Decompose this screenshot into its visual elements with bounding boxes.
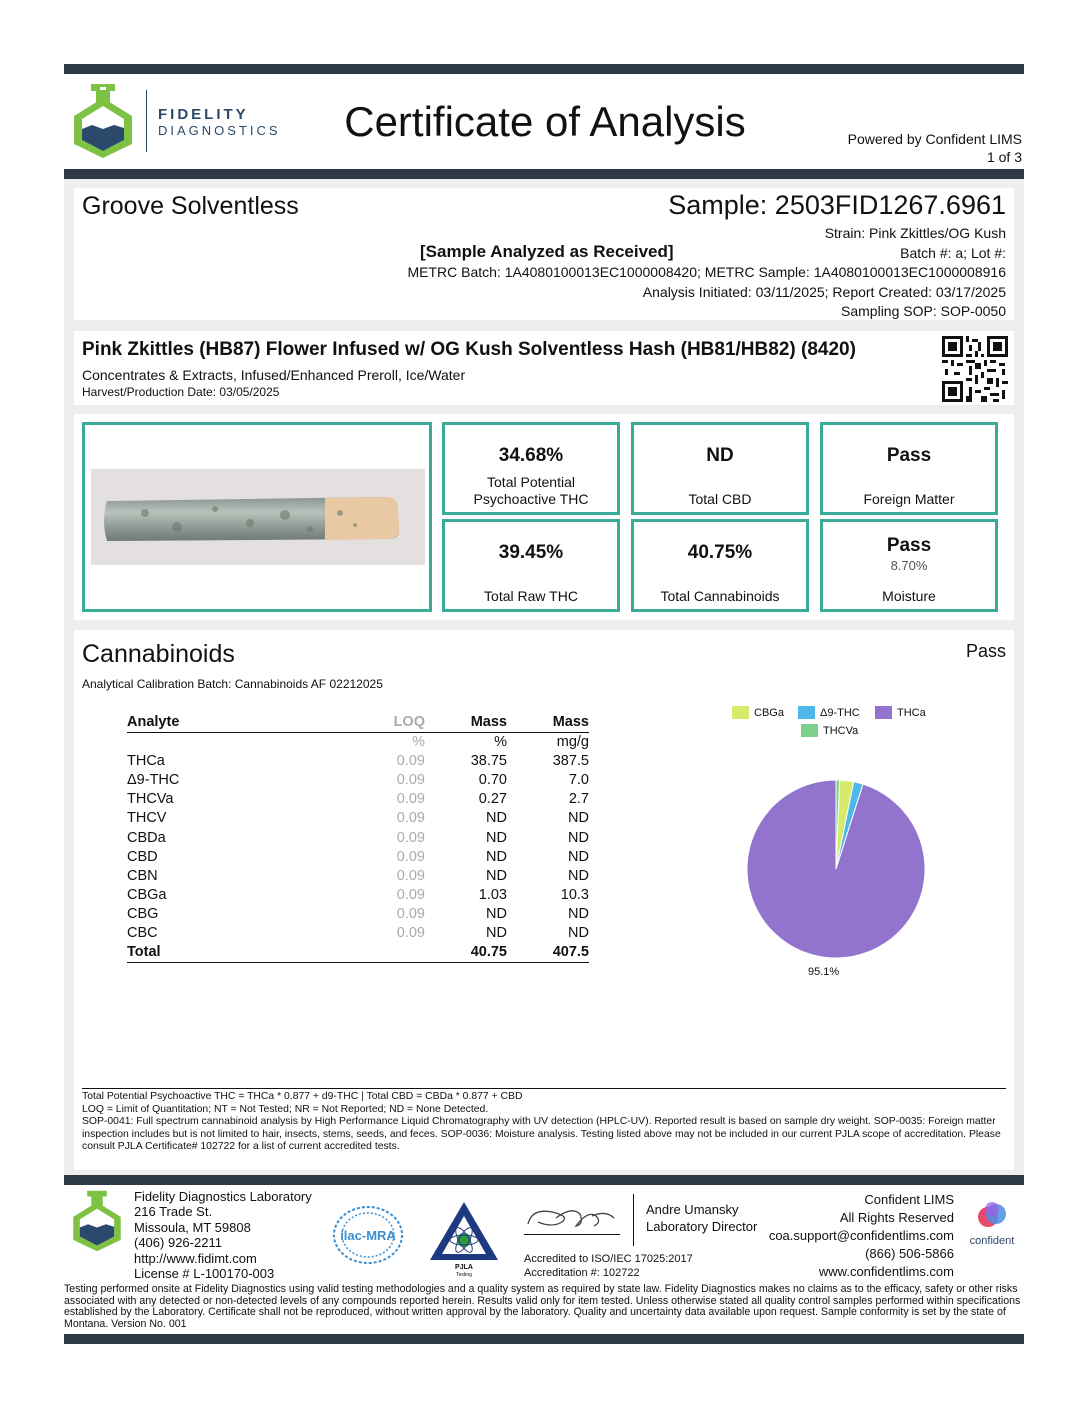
table-row: [127, 790, 589, 809]
loq-cell: 0.09: [396, 925, 425, 942]
lab-phone: (406) 926-2211: [134, 1235, 222, 1251]
batch: Batch #: a; Lot #:: [900, 244, 1006, 261]
units-row: [127, 732, 589, 751]
accreditation-number: Accreditation #: 102722: [524, 1267, 640, 1279]
foreign-matter-value: Pass: [886, 445, 932, 466]
loq-cell: 0.09: [396, 906, 425, 923]
analyte-cell: CBN: [127, 867, 158, 884]
confident-email[interactable]: coa.support@confidentlims.com: [768, 1228, 954, 1243]
calibration-batch: Analytical Calibration Batch: Cannabinoids AF 02212025: [82, 677, 383, 691]
lab-street: 216 Trade St.: [134, 1204, 213, 1220]
confident-website[interactable]: www.confidentlims.com: [818, 1264, 954, 1279]
logo-line1: FIDELITY: [158, 106, 249, 123]
moisture-label: Moisture: [882, 588, 936, 604]
table-row: [127, 866, 589, 885]
legend-label: THCa: [897, 706, 926, 719]
analyte-cell: Δ9-THC: [127, 771, 180, 788]
mass-mg-cell: 7.0: [568, 771, 589, 788]
mass-mg-cell: ND: [568, 810, 589, 827]
page-number: 1 of 3: [986, 149, 1022, 165]
total-thc-card: [442, 422, 620, 515]
table-row: [127, 924, 589, 943]
confident-logo-icon: [975, 1200, 1009, 1230]
legend-swatch: [732, 706, 749, 719]
mass-pct-cell: ND: [486, 810, 507, 827]
mass-pct-cell: ND: [486, 867, 507, 884]
product-name: Pink Zkittles (HB87) Flower Infused w/ OG Kush Solventless Hash (HB81/HB82) (8420): [82, 339, 856, 360]
pjla-text: PJLA: [455, 1264, 473, 1271]
pjla-sub-text: Testing: [456, 1272, 472, 1278]
legend-label: CBGa: [754, 706, 784, 719]
confident-phone: (866) 506-5866: [865, 1246, 954, 1261]
ilac-mra-text: ilac-MRA: [340, 1228, 396, 1243]
lab-license: License # L-100170-003: [134, 1266, 275, 1282]
total-cbd-value: ND: [706, 445, 734, 466]
legend-swatch: [798, 706, 815, 719]
mass-pct-cell: 38.75: [470, 752, 507, 769]
footer-top-bar: [64, 1175, 1024, 1185]
lab-website[interactable]: http://www.fidimt.com: [134, 1250, 257, 1266]
table-row: [127, 751, 589, 770]
foreign-matter-card: [820, 422, 998, 515]
legend-swatch: [875, 706, 892, 719]
client-name: Groove Solventless: [82, 192, 299, 220]
footnote-rule: [82, 1088, 1006, 1089]
total-row: [127, 943, 589, 962]
cannabinoids-status: Pass: [965, 641, 1006, 661]
mass-pct-unit: %: [494, 733, 507, 750]
analyte-cell: CBG: [127, 906, 159, 923]
moisture-percent: 8.70%: [890, 558, 928, 573]
cannabinoids-table-body: [127, 732, 589, 962]
total-thc-label-line2: Psychoactive THC: [473, 491, 589, 507]
table-row: [127, 886, 589, 905]
mass-mg-cell: 2.7: [568, 791, 589, 808]
moisture-card: [820, 519, 998, 612]
raw-thc-label: Total Raw THC: [484, 588, 578, 604]
bottom-bar: [64, 1334, 1024, 1344]
analyte-cell: THCVa: [127, 791, 174, 808]
loq-header: LOQ: [367, 712, 425, 732]
total-mg: 407.5: [507, 943, 589, 962]
mass-mg-cell: 10.3: [560, 887, 589, 904]
lab-info: [134, 1189, 312, 1281]
accreditation-info: [524, 1252, 693, 1280]
total-thc-label: [445, 474, 617, 508]
director-name: Andre Umansky: [646, 1202, 739, 1217]
analyte-cell: THCV: [127, 810, 167, 827]
lab-name: Fidelity Diagnostics Laboratory: [134, 1189, 312, 1204]
table-row: [127, 770, 589, 789]
total-label: Total: [127, 943, 367, 962]
lab-city: Missoula, MT 59808: [134, 1219, 251, 1235]
legend-swatch: [801, 724, 818, 737]
confident-name: Confident LIMS: [864, 1192, 954, 1207]
analysis-dates: Analysis Initiated: 03/11/2025; Report Created: 03/17/2025: [642, 283, 1006, 300]
loq-cell: 0.09: [396, 791, 425, 808]
loq-cell: 0.09: [396, 867, 425, 884]
analyte-cell: CBC: [127, 925, 158, 942]
mass-pct-header: Mass: [425, 712, 507, 732]
iso-accreditation: Accredited to ISO/IEC 17025:2017: [524, 1253, 693, 1265]
legal-disclaimer: Testing performed onsite at Fidelity Diagnostics using valid testing methodologies and a quality system as required by state law. Fidelity Diagnostics makes no claims as to the efficacy, safety or other risks associated with any detected or non-detected levels of any compounds reported herein. Results valid only for item tested. Unless otherwise stated all quality control samples performed within specifications established by the Laboratory. Certificate shall not be reproduced, without written approval by the laboratory. Quality and uncertainty data available upon request. Sample conformity is set by the state of Montana. Version No. 001: [64, 1283, 1021, 1330]
legend-item-thcva: [801, 724, 858, 737]
logo-divider: [146, 90, 147, 152]
product-photo: [82, 422, 432, 612]
moisture-value: Pass: [886, 535, 932, 556]
pjla-icon: [428, 1198, 500, 1278]
harvest-date: Harvest/Production Date: 03/05/2025: [82, 385, 280, 399]
loq-cell: 0.09: [396, 810, 425, 827]
analyte-cell: CBDa: [127, 829, 166, 846]
logo-wordmark: [158, 106, 281, 138]
ilac-mra-icon: [328, 1204, 408, 1266]
loq-cell: 0.09: [396, 771, 425, 788]
analyte-header: Analyte: [127, 712, 367, 732]
slice-thca: [747, 780, 925, 958]
total-cannabinoids-card: [631, 519, 809, 612]
legend-item-d9thc: [798, 706, 860, 719]
loq-cell: 0.09: [396, 752, 425, 769]
footnote-abbreviations: LOQ = Limit of Quantitation; NT = Not Tested; NR = Not Reported; ND = None Detected.: [82, 1103, 489, 1115]
director-signature: [522, 1196, 622, 1236]
footnotes: [82, 1091, 1006, 1154]
logo-line2: DIAGNOSTICS: [158, 123, 281, 138]
qr-code-icon[interactable]: [942, 336, 1008, 402]
cannabinoids-title: Cannabinoids: [82, 640, 235, 668]
mass-mg-header: Mass: [507, 712, 589, 732]
confident-logo: [962, 1200, 1022, 1252]
analyte-cell: CBGa: [127, 887, 167, 904]
raw-thc-value: 39.45%: [498, 542, 564, 563]
legend-label: Δ9-THC: [820, 706, 860, 719]
confident-rights: All Rights Reserved: [839, 1210, 954, 1225]
legend-item-thca: [875, 706, 926, 719]
table-row: [127, 828, 589, 847]
mass-pct-cell: ND: [486, 848, 507, 865]
mass-mg-cell: ND: [568, 906, 589, 923]
lab-flask-icon: [70, 1188, 124, 1254]
mass-pct-cell: 0.70: [478, 771, 507, 788]
page-title: Certificate of Analysis: [344, 98, 746, 145]
legend-item-cbga: [732, 706, 784, 719]
director-title: Laboratory Director: [646, 1219, 758, 1234]
powered-by: [848, 130, 1022, 166]
table-row: [127, 809, 589, 828]
total-pct: 40.75: [425, 943, 507, 962]
total-cannabinoids-label: Total Cannabinoids: [660, 588, 780, 604]
mass-pct-cell: 1.03: [478, 887, 507, 904]
loq-cell: 0.09: [396, 829, 425, 846]
mass-pct-cell: ND: [486, 925, 507, 942]
total-cbd-card: [631, 422, 809, 515]
sampling-sop: Sampling SOP: SOP-0050: [841, 303, 1006, 319]
total-thc-label-line1: Total Potential: [487, 474, 575, 490]
cannabinoid-pie-chart: [745, 778, 927, 960]
table-row: [127, 847, 589, 866]
header-bottom-bar: [64, 169, 1024, 179]
signature-line: [524, 1234, 620, 1235]
table-row: [127, 905, 589, 924]
table-header-row: [127, 712, 589, 732]
analyte-cell: CBD: [127, 848, 158, 865]
footnote-formula: Total Potential Psychoactive THC = THCa * 0.877 + d9-THC | Total CBD = CBDa * 0.877 + CBD: [82, 1091, 523, 1102]
loq-cell: 0.09: [396, 848, 425, 865]
fidelity-logo: [70, 82, 280, 162]
sample-id: Sample: 2503FID1267.6961: [668, 190, 1006, 220]
mass-mg-cell: ND: [568, 925, 589, 942]
loq-unit: %: [412, 733, 425, 750]
pie-slice-label: 95.1%: [808, 966, 840, 978]
legend-label: THCVa: [823, 724, 859, 737]
confident-logo-text: confident: [969, 1235, 1015, 1247]
mass-mg-cell: 387.5: [552, 752, 589, 769]
strain: Strain: Pink Zkittles/OG Kush: [824, 225, 1006, 241]
metrc: METRC Batch: 1A4080100013EC1000008420; METRC Sample: 1A4080100013EC1000008916: [407, 264, 1006, 280]
signature-divider: [633, 1194, 634, 1246]
footnote-methods: SOP-0041: Full spectrum cannabinoid analysis by High Performance Liquid Chromatography with UV detection (HPLC-UV). Reported result is based on sample dry weight. SOP-0035: Foreign matter inspection includes but is not limited to hair, insects, stems, seeds, and feces. SOP-0036: Moisture analysis. Testing listed above may not be included in our current PJLA scope of accreditation. Please consult PJLA Certificate# 102722 for a list of current accredited tests.: [82, 1116, 1001, 1153]
mass-pct-cell: 0.27: [478, 791, 507, 808]
total-cannabinoids-value: 40.75%: [687, 542, 753, 563]
loq-cell: 0.09: [396, 887, 425, 904]
raw-thc-card: [442, 519, 620, 612]
product-category: Concentrates & Extracts, Infused/Enhanced Preroll, Ice/Water: [82, 367, 466, 383]
mass-pct-cell: ND: [486, 906, 507, 923]
mass-mg-cell: ND: [568, 848, 589, 865]
mass-mg-cell: ND: [568, 829, 589, 846]
mass-pct-cell: ND: [486, 829, 507, 846]
analyzed-note: [Sample Analyzed as Received]: [420, 242, 674, 261]
analyte-cell: THCa: [127, 752, 165, 769]
confident-info: [769, 1191, 954, 1281]
director-info: [646, 1201, 757, 1235]
cannabinoids-table: [127, 712, 589, 963]
preroll-image: [85, 425, 429, 609]
powered-by-text: Powered by Confident LIMS: [847, 131, 1022, 147]
mass-mg-unit: mg/g: [556, 733, 589, 750]
mass-mg-cell: ND: [568, 867, 589, 884]
total-cbd-label: Total CBD: [688, 491, 752, 507]
top-bar: [64, 64, 1024, 74]
sample-meta: [407, 224, 1006, 322]
flask-icon: [70, 82, 136, 160]
total-thc-value: 34.68%: [498, 445, 564, 466]
foreign-matter-label: Foreign Matter: [863, 491, 955, 507]
